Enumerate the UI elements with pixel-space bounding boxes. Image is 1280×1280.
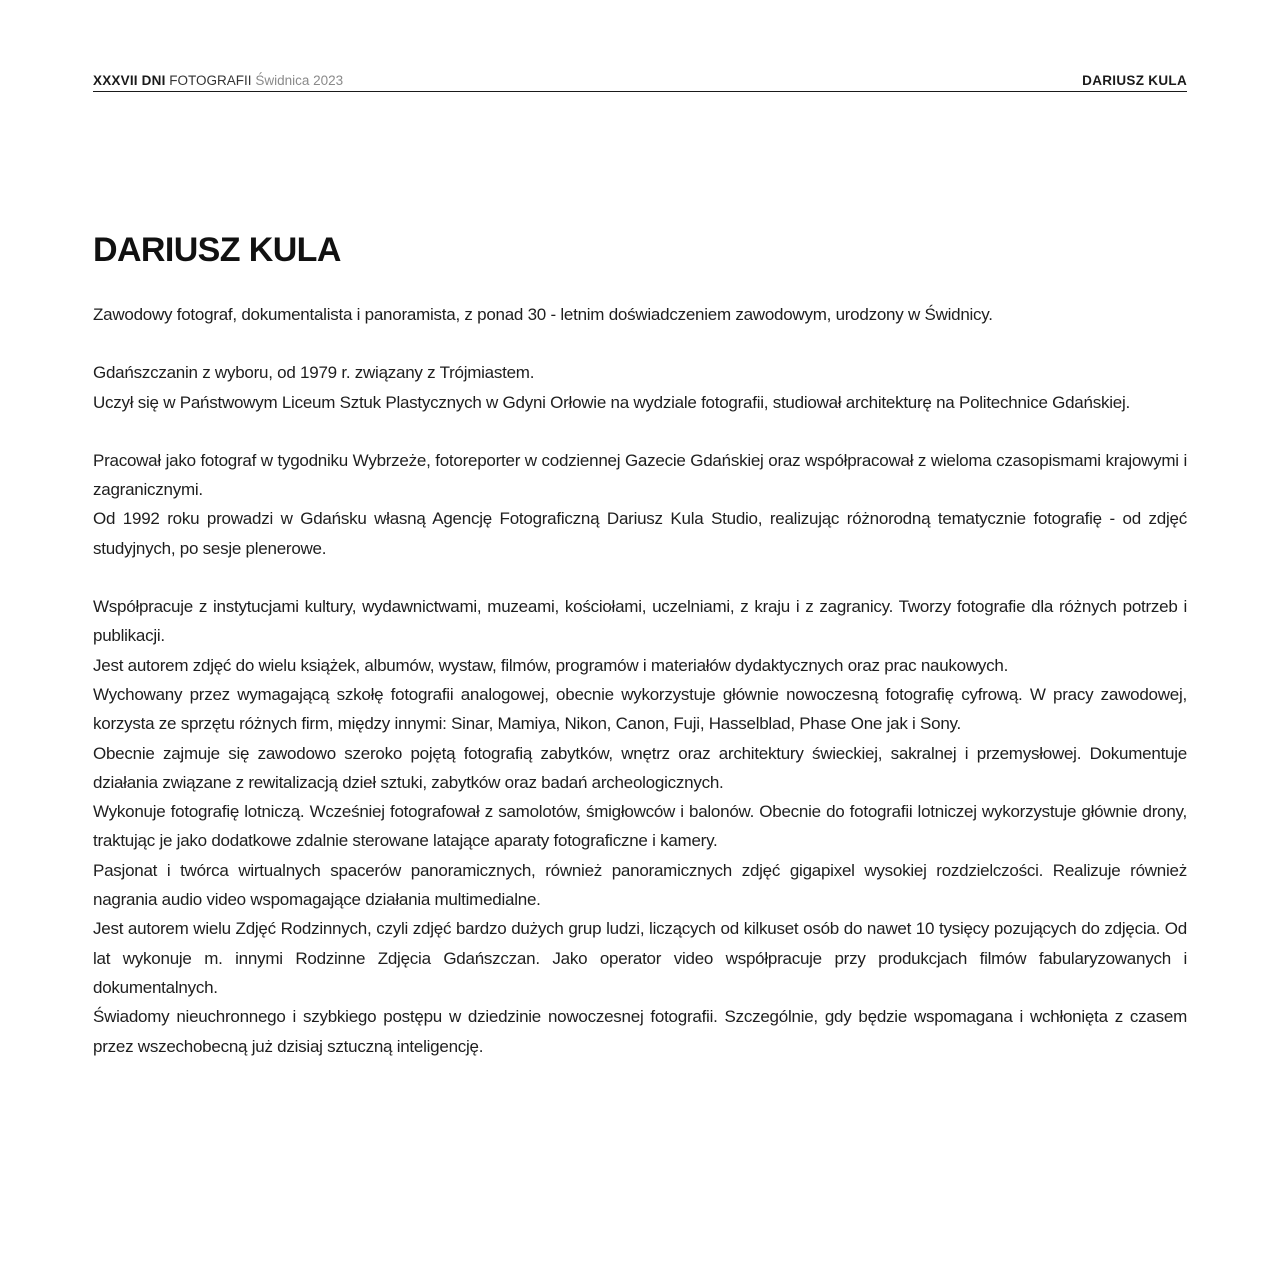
bio-paragraph: Jest autorem zdjęć do wielu książek, albumów, wystaw, filmów, programów i materiałów dydaktycznych oraz prac naukowych. [93, 655, 1009, 675]
bio-paragraph: Uczył się w Państwowym Liceum Sztuk Plastycznych w Gdyni Orłowie na wydziale fotografii, studiował architekturę na Politechnice Gdańskiej. [93, 392, 1130, 412]
bio-paragraph: Pracował jako fotograf w tygodniku Wybrzeże, fotoreporter w codziennej Gazecie Gdańskiej oraz współpracował z wieloma czasopismami krajowymi i zagranicznymi. [93, 450, 1187, 500]
biography-text [93, 300, 1187, 1061]
event-name-bold: XXXVII DNI [93, 73, 166, 88]
paragraph-spacer [93, 329, 1187, 358]
page-title: DARIUSZ KULA [93, 231, 341, 269]
bio-paragraph: Wykonuje fotografię lotniczą. Wcześniej fotografował z samolotów, śmigłowców i balonów. Obecnie do fotografii lotniczej wykorzystuje głównie drony, traktując je jako dodatkowe zdalnie sterowane latające aparaty fotograficzne i kamery. [93, 802, 1187, 851]
bio-paragraph: Pasjonat i twórca wirtualnych spacerów panoramicznych, również panoramicznych zdjęć gigapixel wysokiej rozdzielczości. Realizuje również nagrania audio video wspomagające działania multimedialne. [93, 860, 1187, 910]
bio-paragraph: Zawodowy fotograf, dokumentalista i panoramista, z ponad 30 - letnim doświadczeniem zawodowym, urodzony w Świdnicy. [93, 305, 993, 324]
bio-paragraph: Obecnie zajmuje się zawodowo szeroko pojętą fotografią zabytków, wnętrz oraz architektury świeckiej, sakralnej i przemysłowej. Dokumentuje działania związane z rewitalizacją dzieł sztuki, zabytków oraz badań archeologicznych. [93, 743, 1187, 792]
bio-paragraph: Współpracuje z instytucjami kultury, wydawnictwami, muzeami, kościołami, uczelniami, z kraju i z zagranicy. Tworzy fotografie dla różnych potrzeb i publikacji. [93, 597, 1187, 646]
header-author-name: DARIUSZ KULA [1082, 73, 1187, 88]
bio-paragraph: Wychowany przez wymagającą szkołę fotografii analogowej, obecnie wykorzystuje głównie nowoczesną fotografię cyfrową. W pracy zawodowej, korzysta ze sprzętu różnych firm, między innymi: Sinar, Mamiya, Nikon, Canon, Fuji, Hasselblad, Phase One jak i Sony. [93, 684, 1187, 734]
bio-paragraph: Jest autorem wielu Zdjęć Rodzinnych, czyli zdjęć bardzo dużych grup ludzi, liczących od kilkuset osób do nawet 10 tysięcy pozujących do zdjęcia. Od lat wykonuje m. innymi Rodzinne Zdjęcia Gdańszczan. Jako operator video współpracuje przy produkcjach filmów fabularyzowanych i dokumentalnych. [93, 919, 1187, 997]
event-place-year: Świdnica 2023 [255, 73, 344, 88]
event-name-light: FOTOGRAFII [169, 73, 252, 88]
event-title [93, 72, 343, 89]
bio-paragraph: Gdańszczanin z wyboru, od 1979 r. związany z Trójmiastem. [93, 363, 535, 383]
paragraph-spacer [93, 563, 1187, 592]
bio-paragraph: Od 1992 roku prowadzi w Gdańsku własną Agencję Fotograficzną Dariusz Kula Studio, realizując różnorodną tematycznie fotografię - od zdjęć studyjnych, po sesje plenerowe. [93, 509, 1187, 558]
paragraph-spacer [93, 417, 1187, 446]
bio-paragraph: Świadomy nieuchronnego i szybkiego postępu w dziedzinie nowoczesnej fotografii. Szczególnie, gdy będzie wspomagana i wchłonięta z czasem przez wszechobecną już dzisiaj sztuczną inteligencję. [93, 1007, 1187, 1056]
running-header [93, 72, 1187, 92]
